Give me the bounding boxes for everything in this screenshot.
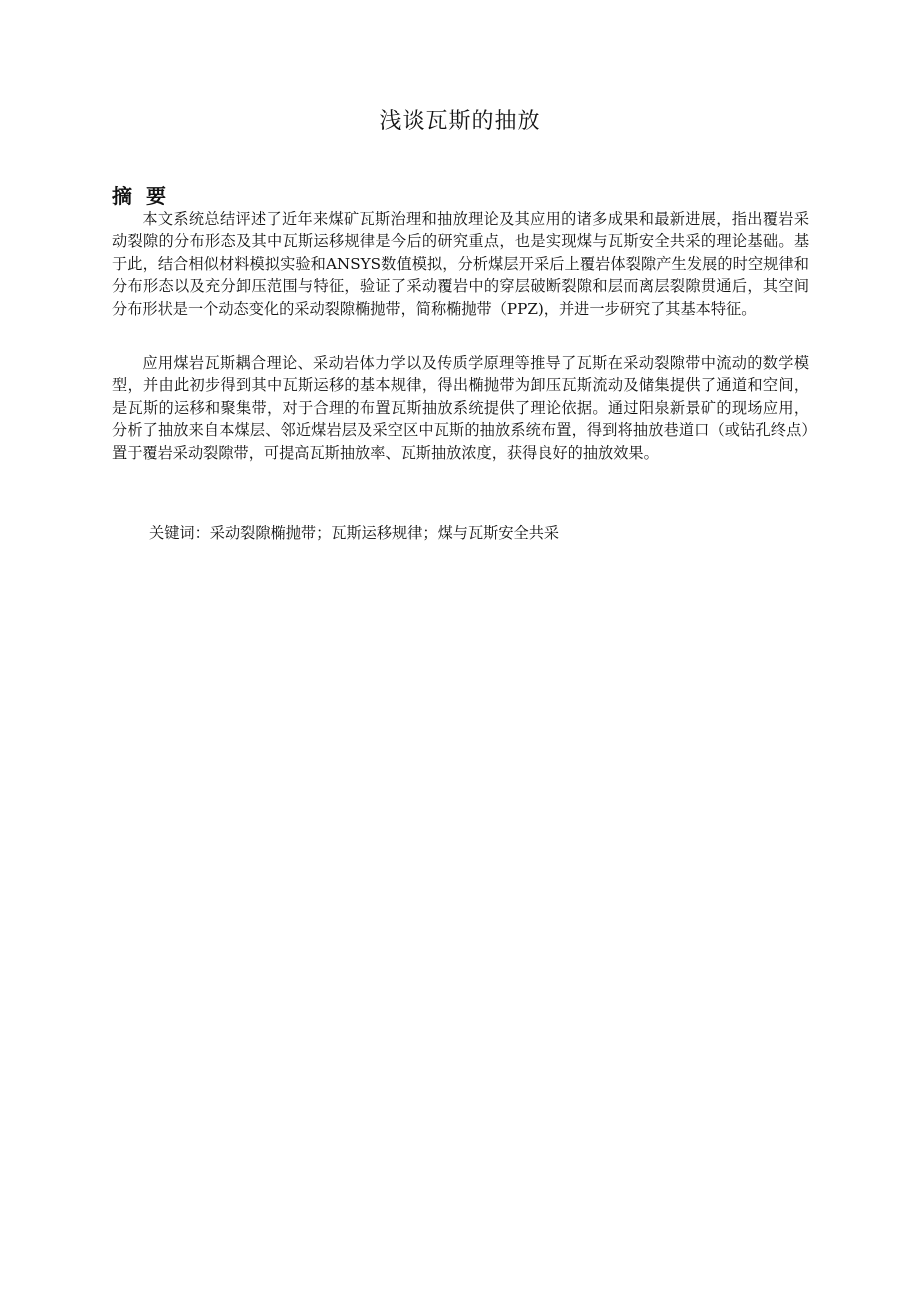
abstract-paragraph-2: 应用煤岩瓦斯耦合理论、采动岩体力学以及传质学原理等推导了瓦斯在采动裂隙带中流动的数学模型，并由此初步得到其中瓦斯运移的基本规律，得出椭抛带为卸压瓦斯流动及储集提供了通道和空间，是瓦斯的运移和聚集带，对于合理的布置瓦斯抽放系统提供了理论依据。通过阳泉新景矿的现场应用，分析了抽放来自本煤层、邻近煤岩层及采空区中瓦斯的抽放系统布置，得到将抽放巷道口（或钻孔终点）置于覆岩采动裂隙带，可提高瓦斯抽放率、瓦斯抽放浓度，获得良好的抽放效果。 <box>112 354 809 462</box>
document-title: 浅谈瓦斯的抽放 <box>379 109 541 134</box>
keywords-line: 关键词：采动裂隙椭抛带；瓦斯运移规律；煤与瓦斯安全共采 <box>149 524 560 542</box>
abstract-paragraph-1: 本文系统总结评述了近年来煤矿瓦斯治理和抽放理论及其应用的诸多成果和最新进展，指出覆岩采动裂隙的分布形态及其中瓦斯运移规律是今后的研究重点，也是实现煤与瓦斯安全共采的理论基础。基于此，结合相似材料模拟实验和ANSYS数值模拟，分析煤层开采后上覆岩体裂隙产生发展的时空规律和分布形态以及充分卸压范围与特征，验证了采动覆岩中的穿层破断裂隙和层而离层裂隙贯通后，其空间分布形状是一个动态变化的采动裂隙椭抛带，简称椭抛带（PPZ)，并进一步研究了其基本特征。 <box>112 210 809 318</box>
abstract-heading: 摘要 <box>112 184 180 208</box>
